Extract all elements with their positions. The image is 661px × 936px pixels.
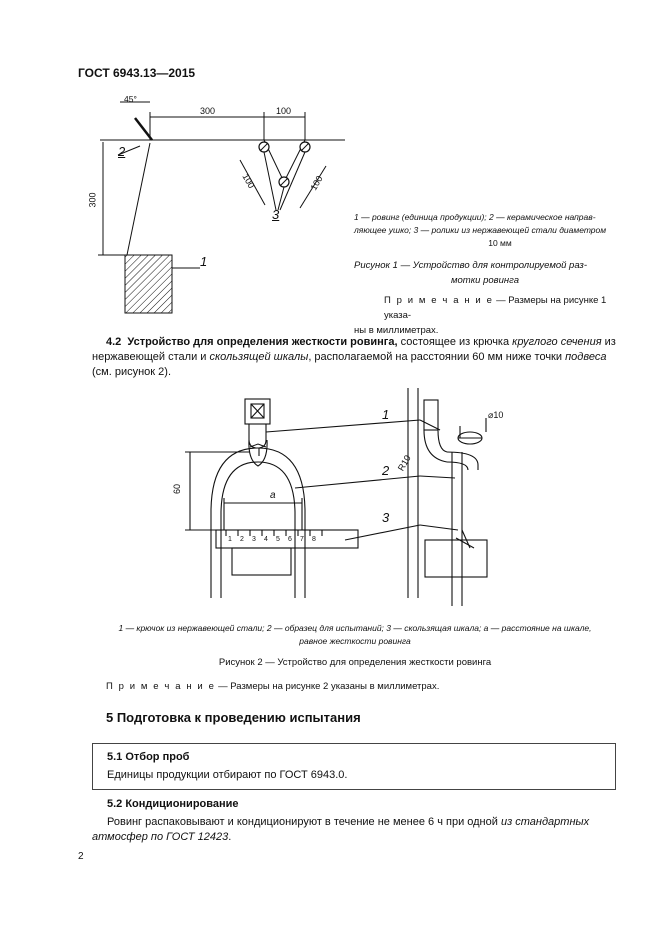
section-5-heading: 5 Подготовка к проведению испытания	[106, 710, 361, 725]
fig1-note: П р и м е ч а н и е — Размеры на рисунке 1 указа- ны в миллиметрах.	[354, 295, 607, 336]
scale-tick-3: 3	[252, 536, 256, 543]
fig2-dim-r10-label: R10	[395, 453, 413, 473]
fig2-legend: 1 — крючок из нержавеющей стали; 2 — образец для испытаний; 3 — скользящая шкала; a — расстояние на шкале, равное жесткости ровинга	[118, 623, 592, 646]
fig1-callout-3: 3	[272, 207, 280, 222]
section-5-1-text: Единицы продукции отбирают по ГОСТ 6943.0.	[107, 769, 348, 781]
fig2-callout-2: 2	[382, 463, 390, 478]
fig2-callout-3: 3	[382, 510, 390, 525]
fig2-callout-1: 1	[382, 407, 390, 422]
fig1-dim-100-right-label: 100	[308, 173, 325, 193]
fig1-callout-2: 2	[118, 144, 126, 159]
scale-tick-5: 5	[276, 536, 280, 543]
document-header: ГОСТ 6943.13—2015	[78, 66, 196, 80]
fig2-dim-d10-label: ⌀10	[488, 410, 504, 420]
section-4-2: 4.2 Устройство для определения жесткости ровинга, состоящее из крючка круглого сечения из нержавеющей стали и скользящей шкалы, располагаемой на расстоянии 60 мм ниже точки подвеса (см. рисунок 2).	[92, 336, 616, 378]
fig1-legend: 1 — ровинг (единица продукции); 2 — керамическое направ- ляющее ушко; 3 — ролики из нержавеющей стали диаметром 10 мм	[354, 212, 607, 248]
fig1-angle-label: 45°	[124, 94, 137, 104]
fig2-caption: Рисунок 2 — Устройство для определения жесткости ровинга	[218, 657, 492, 668]
scale-tick-8: 8	[312, 536, 316, 543]
section-5-2-title: 5.2 Кондиционирование	[107, 798, 239, 810]
page-number: 2	[78, 851, 84, 862]
fig1-dim-300-side-label: 300	[87, 192, 98, 208]
fig2-note: П р и м е ч а н и е — Размеры на рисунке 2 указаны в миллиметрах.	[106, 681, 440, 692]
fig1-callout-1: 1	[200, 254, 208, 269]
fig2-side-scale	[425, 540, 487, 577]
fig2-scale-block	[232, 548, 291, 575]
fig2-side-post	[408, 388, 418, 598]
scale-tick-7: 7	[300, 536, 304, 543]
scale-tick-6: 6	[288, 536, 292, 543]
fig1-caption: Рисунок 1 — Устройство для контролируемой раз- мотки ровинга	[354, 260, 587, 286]
fig1-dim-100-label: 100	[276, 106, 292, 116]
fig1-dim-300-label: 300	[200, 106, 216, 116]
scale-tick-2: 2	[240, 536, 244, 543]
section-5-2-text: Ровинг распаковывают и кондиционируют в течение не менее 6 ч при одной из стандартных атмосфер по ГОСТ 12423.	[92, 816, 590, 843]
fig2-dim-60-label: 60	[172, 483, 183, 495]
section-5-1-title: 5.1 Отбор проб	[107, 751, 190, 763]
scale-tick-4: 4	[264, 536, 268, 543]
fig1-dim-100-left-label: 100	[240, 171, 257, 191]
fig2-sliding-scale	[216, 530, 358, 548]
scale-tick-1: 1	[228, 536, 232, 543]
fig2-dim-a-label: a	[270, 490, 276, 501]
